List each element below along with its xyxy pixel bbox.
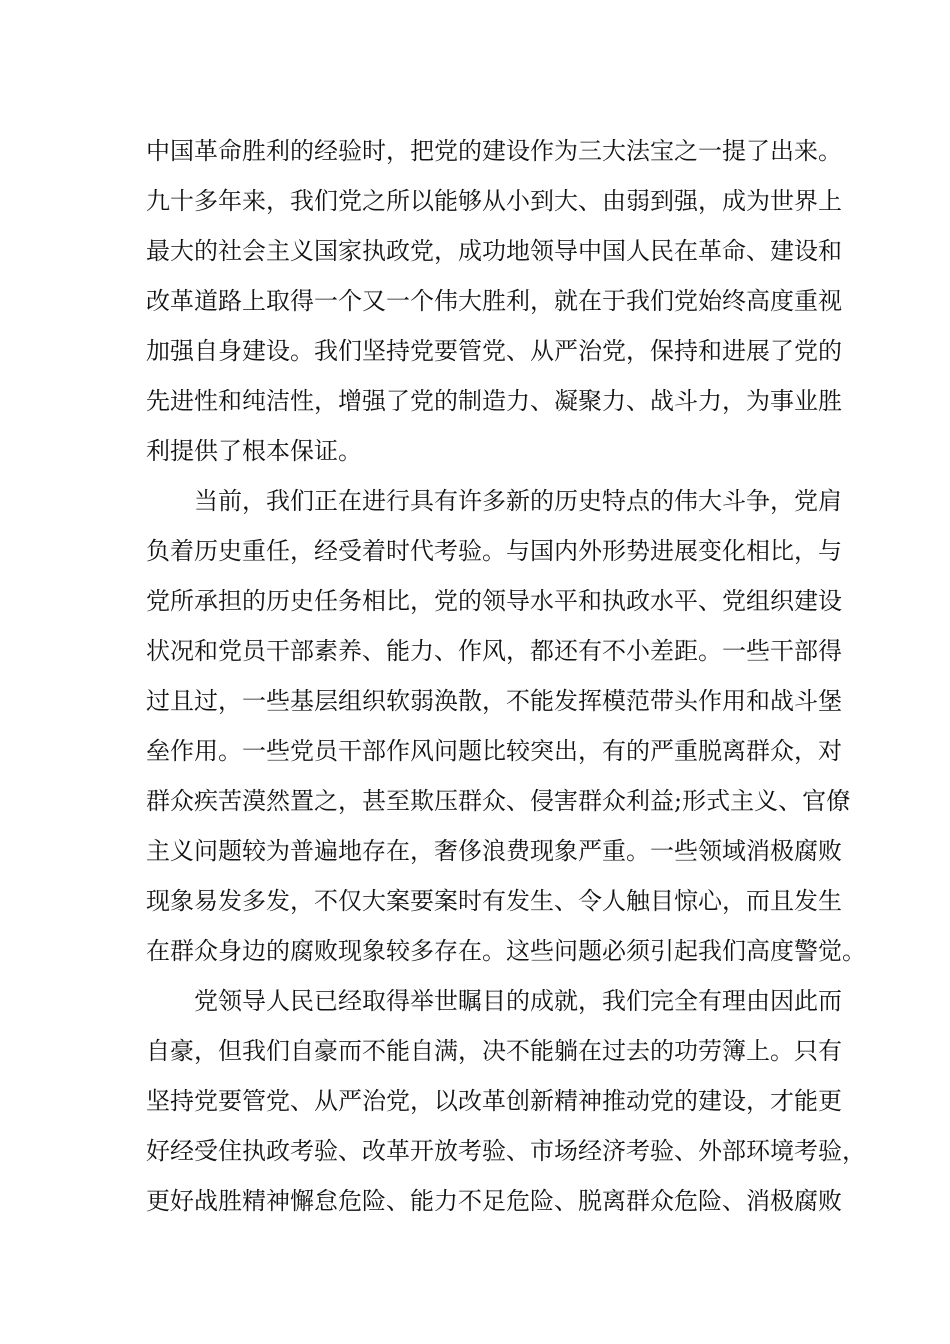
- text-line: 最大的社会主义国家执政党，成功地领导中国人民在革命、建设和: [146, 237, 842, 265]
- text-line: 利提供了根本保证。: [146, 437, 362, 465]
- text-line: 现象易发多发，不仅大案要案时有发生、令人触目惊心，而且发生: [146, 887, 842, 915]
- text-line: 先进性和纯洁性，增强了党的制造力、凝聚力、战斗力，为事业胜: [146, 387, 842, 415]
- text-line: 状况和党员干部素养、能力、作风，都还有不小差距。一些干部得: [146, 637, 842, 665]
- text-line: 中国革命胜利的经验时，把党的建设作为三大法宝之一提了出来。: [146, 137, 842, 165]
- text-line: 坚持党要管党、从严治党，以改革创新精神推动党的建设，才能更: [146, 1087, 842, 1115]
- text-line: 自豪，但我们自豪而不能自满，决不能躺在过去的功劳簿上。只有: [146, 1037, 842, 1065]
- paragraph-1: [146, 126, 842, 476]
- text-line: 加强自身建设。我们坚持党要管党、从严治党，保持和进展了党的: [146, 337, 842, 365]
- body-text: [146, 126, 866, 1226]
- text-line: 过且过，一些基层组织软弱涣散，不能发挥模范带头作用和战斗堡: [146, 687, 842, 715]
- paragraph-3: [146, 976, 866, 1226]
- text-line: 更好战胜精神懈怠危险、能力不足危险、脱离群众危险、消极腐败: [146, 1187, 842, 1215]
- text-line: 群众疾苦漠然置之，甚至欺压群众、侵害群众利益;形式主义、官僚: [146, 787, 851, 815]
- text-line: 九十多年来，我们党之所以能够从小到大、由弱到强，成为世界上: [146, 187, 842, 215]
- text-line: 垒作用。一些党员干部作风问题比较突出，有的严重脱离群众，对: [146, 737, 842, 765]
- paragraph-2: [146, 476, 866, 976]
- text-line: 当前，我们正在进行具有许多新的历史特点的伟大斗争，党肩: [194, 487, 842, 515]
- text-line: 负着历史重任，经受着时代考验。与国内外形势进展变化相比，与: [146, 537, 842, 565]
- text-line: 在群众身边的腐败现象较多存在。这些问题必须引起我们高度警觉。: [146, 937, 866, 965]
- text-line: 党所承担的历史任务相比，党的领导水平和执政水平、党组织建设: [146, 587, 842, 615]
- text-line: 主义问题较为普遍地存在，奢侈浪费现象严重。一些领域消极腐败: [146, 837, 842, 865]
- text-line: 好经受住执政考验、改革开放考验、市场经济考验、外部环境考验，: [146, 1137, 866, 1165]
- text-line: 党领导人民已经取得举世瞩目的成就，我们完全有理由因此而: [194, 987, 842, 1015]
- text-line: 改革道路上取得一个又一个伟大胜利，就在于我们党始终高度重视: [146, 287, 842, 315]
